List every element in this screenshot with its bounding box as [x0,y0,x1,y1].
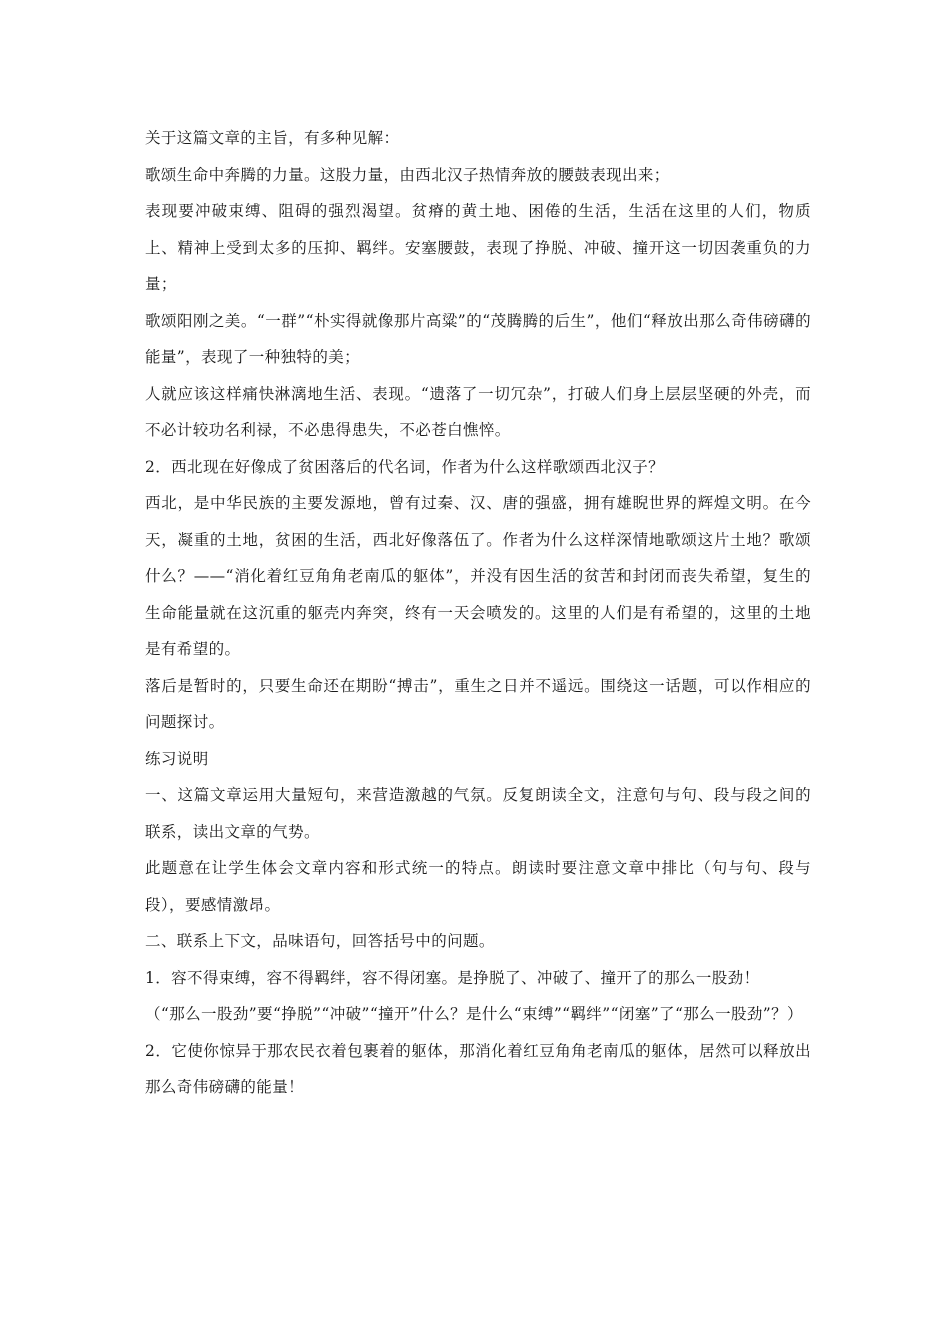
section-heading-exercises: 练习说明 [145,749,209,768]
paragraph-view-2: 表现要冲破束缚、阻碍的强烈渴望。贫瘠的黄土地、困倦的生活，生活在这里的人们，物质上、精神上受到太多的压抑、羁绊。安塞腰鼓，表现了挣脱、冲破、撞开这一切因袭重负的力量； [145,202,811,293]
paragraph-view-3: 歌颂阳刚之美。“一群”“朴实得就像那片高粱”的“茂腾腾的后生”，他们“释放出那么奇伟磅礴的能量”，表现了一种独特的美； [145,311,811,366]
paragraph-intro: 关于这篇文章的主旨，有多种见解： [145,129,400,147]
paragraph-view-1: 歌颂生命中奔腾的力量。这股力量，由西北汉子热情奔放的腰鼓表现出来； [145,165,670,184]
document-page [145,120,811,1106]
exercise-1: 一、这篇文章运用大量短句，来营造激越的气氛。反复朗读全文，注意句与句、段与段之间的联系，读出文章的气势。 [145,786,811,841]
question-2: 2．西北现在好像成了贫困落后的代名词，作者为什么这样歌颂西北汉子？ [145,457,665,476]
answer-2-part-2: 落后是暂时的，只要生命还在期盼“搏击”，重生之日并不遥远。围绕这一话题，可以作相应的问题探讨。 [145,676,811,731]
exercise-1-note: 此题意在让学生体会文章内容和形式统一的特点。朗读时要注意文章中排比（句与句、段与段），要感情激昂。 [145,859,811,914]
exercise-2: 二、联系上下文，品味语句，回答括号中的问题。 [145,932,495,950]
answer-2-part-1: 西北，是中华民族的主要发源地，曾有过秦、汉、唐的强盛，拥有雄睨世界的辉煌文明。在今天，凝重的土地，贫困的生活，西北好像落伍了。作者为什么这样深情地歌颂这片土地？歌颂什么？——“消化着红豆角角老南瓜的躯体”，并没有因生活的贫苦和封闭而丧失希望，复生的生命能量就在这沉重的躯壳内奔突，终有一天会喷发的。这里的人们是有希望的，这里的土地是有希望的。 [145,494,811,658]
exercise-2-item-1-question: （“那么一股劲”要“挣脱”“冲破”“撞开”什么？是什么“束缚”“羁绊”“闭塞”了“那么一股劲”？） [145,1005,803,1023]
exercise-2-item-2: 2．它使你惊异于那农民衣着包裹着的躯体，那消化着红豆角角老南瓜的躯体，居然可以释放出那么奇伟磅礴的能量！ [145,1041,811,1096]
paragraph-view-4: 人就应该这样痛快淋漓地生活、表现。“遗落了一切冗杂”，打破人们身上层层坚硬的外壳，而不必计较功名利禄，不必患得患失，不必苍白憔悴。 [145,384,811,439]
exercise-2-item-1: 1．容不得束缚，容不得羁绊，容不得闭塞。是挣脱了、冲破了、撞开了的那么一股劲！ [145,968,760,987]
